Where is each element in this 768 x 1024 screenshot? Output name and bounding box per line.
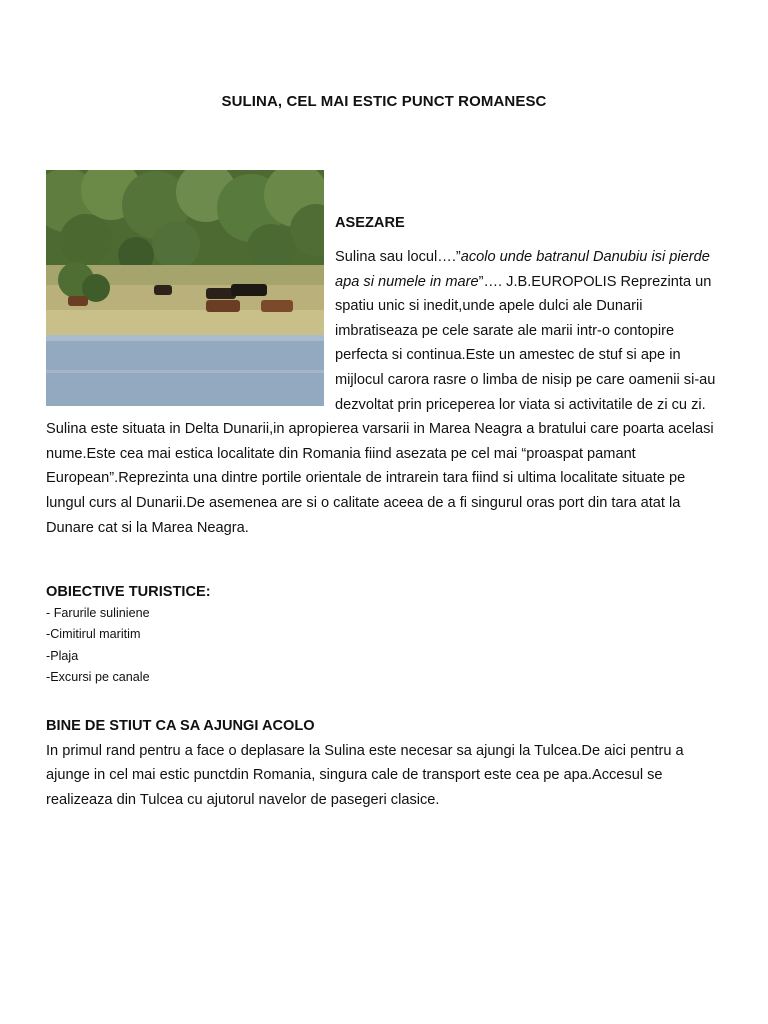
objective-heading: OBIECTIVE TURISTICE: (46, 584, 211, 600)
bine-heading: BINE DE STIUT CA SA AJUNGI ACOLO (46, 718, 315, 734)
objective-item: -Excursi pe canale (46, 670, 150, 685)
intro-tail: ”…. J.B.EUROPOLIS (478, 273, 617, 290)
intro-quote: acolo unde batranul Danubiu isi pierde apa si numele in mare (335, 249, 710, 290)
objective-item: -Plaja (46, 648, 79, 663)
objective-item: -Cimitirul maritim (46, 627, 141, 642)
asezare-para1: Reprezinta un spatiu unic si inedit,unde apele dulci ale Dunarii imbratiseaza pe cele sarate ale marii intr-o contopire perfecta si continua.Este un amestec de stuf si ape in mijlocul carora rasre o limba de nisip pe care oamenii si-au dezvoltat prin priceperea lor viata si activitatile de zi cu zi. (335, 273, 716, 413)
image-wrap-spacer (46, 211, 335, 409)
objective-section (46, 584, 726, 689)
asezare-section (46, 211, 726, 540)
asezare-para2: Sulina este situata in Delta Dunarii,in apropierea varsarii in Marea Neagra a bratului care poarta acelasi nume.Este cea mai estica localitate din Romania fiind asezata pe cel mai “proaspat pamant European”.Reprezinta una dintre portile orientale de intrarein tara fiind si ultima localitate situate pe lungul curs al Dunarii.De asemenea are si o calitate aceea de a fi singurul oras port din tara atat la Dunare cat si la Marea Neagra. (46, 421, 714, 536)
objective-item: - Farurile suliniene (46, 606, 150, 620)
objective-list (46, 603, 726, 689)
bine-para: In primul rand pentru a face o deplasare la Sulina este necesar sa ajungi la Tulcea.De aici pentru a ajunge in cel mai estic punctdin Romania, singura cale de transport este cea pe apa.Accesul se realizeaza din Tulcea cu ajutorul navelor de pasegeri clasice. (46, 742, 684, 808)
page-title: SULINA, CEL MAI ESTIC PUNCT ROMANESC (221, 93, 547, 110)
intro-lead: Sulina sau locul….” (335, 249, 461, 265)
asezare-heading: ASEZARE (335, 215, 405, 231)
bine-section (46, 714, 726, 812)
